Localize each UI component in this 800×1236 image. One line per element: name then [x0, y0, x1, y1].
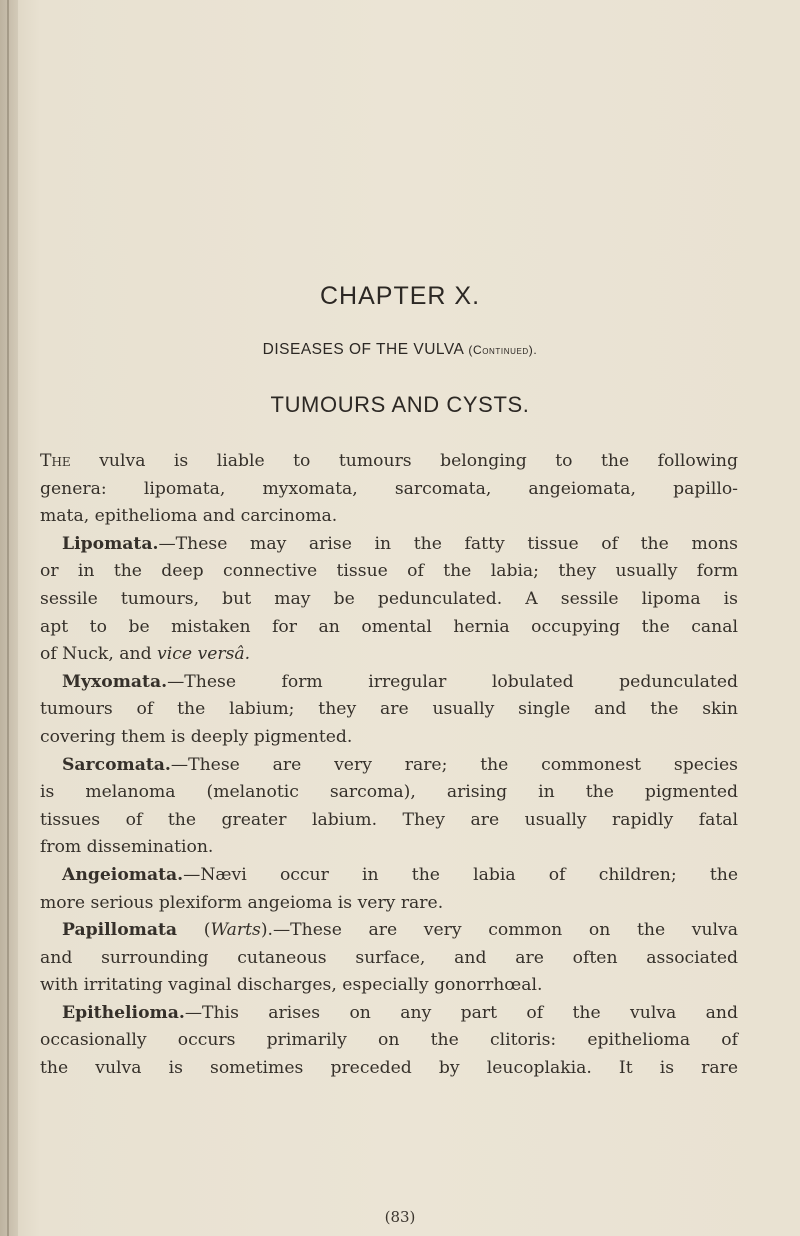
- text-line: Angeiomata.—Nævi occur in the labia of children; the: [62, 864, 738, 885]
- text-line: or in the deep connective tissue of the labia; they usually form: [40, 561, 738, 582]
- drop-word: The: [40, 451, 71, 471]
- term-epithelioma: Epithelioma.: [62, 1002, 185, 1023]
- term-angeiomata: Angeiomata.: [62, 864, 184, 885]
- subtitle-text: DISEASES OF THE VULVA: [262, 341, 464, 358]
- text-line: occasionally occurs primarily on the clitoris: epithelioma of: [40, 1030, 738, 1051]
- page-number: (83): [384, 1208, 416, 1226]
- term-myxomata: Myxomata.: [62, 671, 168, 692]
- section-heading: TUMOURS AND CYSTS.: [270, 392, 530, 417]
- text-line: Lipomata.—These may arise in the fatty tissue of the mons: [62, 533, 738, 554]
- chapter-subtitle: [0, 341, 800, 359]
- text-line: Myxomata.—These form irregular lobulated pedunculated: [62, 671, 738, 692]
- text-line: more serious plexiform angeioma is very rare.: [40, 892, 444, 913]
- binding-line: [7, 0, 9, 1236]
- chapter-title: CHAPTER X.: [319, 282, 481, 310]
- text-line: the vulva is sometimes preceded by leucoplakia. It is rare: [40, 1058, 738, 1079]
- text-line: is melanoma (melanotic sarcoma), arising in the pigmented: [40, 782, 738, 803]
- text-line: genera: lipomata, myxomata, sarcomata, angeiomata, papillo-: [40, 478, 738, 499]
- text-line: with irritating vaginal discharges, especially gonorrhœal.: [40, 975, 543, 996]
- page-gutter: [0, 0, 18, 1236]
- term-lipomata: Lipomata.: [62, 533, 159, 554]
- text-line: tissues of the greater labium. They are usually rapidly fatal: [40, 809, 738, 830]
- term-papillomata: Papillomata: [62, 920, 178, 941]
- term-sarcomata: Sarcomata.: [62, 754, 171, 775]
- text-line: apt to be mistaken for an omental hernia occupying the canal: [40, 616, 738, 637]
- text-line: Papillomata (Warts).—These are very common on the vulva: [62, 920, 738, 941]
- text-line: mata, epithelioma and carcinoma.: [40, 506, 338, 527]
- text-line: of Nuck, and vice versâ.: [40, 644, 251, 665]
- text-line: from dissemination.: [40, 837, 214, 858]
- body-text: [40, 448, 738, 1083]
- text-line: and surrounding cutaneous surface, and are often associated: [40, 947, 738, 968]
- text-line: sessile tumours, but may be pedunculated. A sessile lipoma is: [40, 588, 738, 609]
- text-line: tumours of the labium; they are usually single and the skin: [40, 699, 738, 720]
- text-line: Sarcomata.—These are very rare; the commonest species: [62, 754, 738, 775]
- text-line: The vulva is liable to tumours belonging to the following: [40, 451, 738, 471]
- subtitle-continued: (Continued).: [468, 343, 538, 357]
- text-line: Epithelioma.—This arises on any part of the vulva and: [62, 1002, 738, 1023]
- text-line: covering them is deeply pigmented.: [40, 726, 353, 747]
